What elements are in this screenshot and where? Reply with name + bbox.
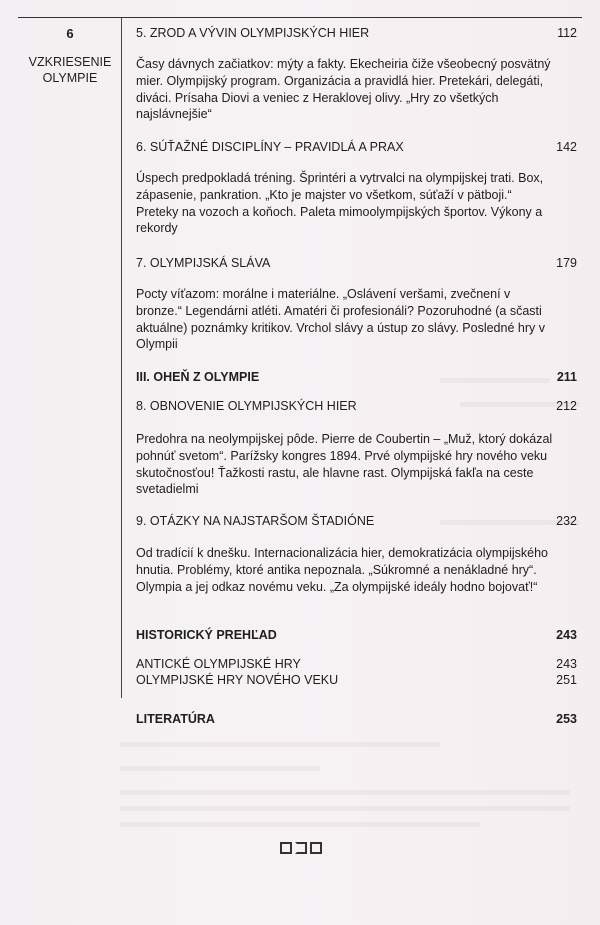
toc-entry-6[interactable] (136, 140, 577, 154)
toc-entry-title: 6. SÚŤAŽNÉ DISCIPLÍNY – PRAVIDLÁ A PRAX (136, 140, 404, 154)
toc-entry-page: 232 (556, 514, 577, 528)
toc-entry-title: 9. OTÁZKY NA NAJSTARŠOM ŠTADIÓNE (136, 514, 375, 528)
publisher-logo-icon (280, 842, 322, 856)
show-through-mark (120, 822, 480, 827)
toc-entry-description: Úspech predpokladá tréning. Šprintéri a vytrvalci na olympijskej trati. Box, zápasenie, pankration. „Kto je majster vo všetkom, súťaží v pätboji.“ Preteky na vozoch a koňoch. Paleta mimoolympijských športov. Výkony a rekordy (136, 171, 544, 236)
toc-entry-title: HISTORICKÝ PREHĽAD (136, 628, 277, 642)
toc-part-3[interactable] (136, 370, 577, 384)
toc-entry-title: 7. OLYMPIJSKÁ SLÁVA (136, 256, 271, 270)
toc-entry-page: 243 (556, 628, 577, 642)
logo-square-icon (280, 842, 292, 854)
toc-entry-title: LITERATÚRA (136, 712, 215, 726)
toc-sub-entry-title: OLYMPIJSKÉ HRY NOVÉHO VEKU (136, 673, 339, 687)
toc-entry-title: 8. OBNOVENIE OLYMPIJSKÝCH HIER (136, 399, 357, 413)
toc-entry-description: Od tradícií k dnešku. Internacionalizácia hier, demokratizácia olympijského hnutia. Problémy, ktoré antika nepoznala. „Súkromné a nenákladné hry“. Olympia a jej odkaz novému veku. „Za olympijské ideály hodno bojovať!“ (136, 546, 549, 594)
toc-entry-7[interactable] (136, 256, 577, 270)
historical-overview-list (136, 656, 577, 688)
show-through-mark (120, 806, 570, 811)
toc-entry-page: 179 (556, 256, 577, 270)
toc-historical-overview[interactable] (136, 628, 577, 642)
toc-entry-page: 253 (556, 712, 577, 726)
logo-square-icon (310, 842, 322, 854)
toc-entry-5[interactable] (136, 26, 577, 40)
show-through-mark (120, 766, 320, 771)
toc-entry-page: 112 (557, 26, 577, 40)
show-through-mark (120, 742, 440, 747)
logo-square-icon (295, 842, 307, 854)
toc-entry-page: 211 (556, 370, 577, 384)
toc-sub-entry[interactable] (136, 656, 577, 672)
toc-entry-description: Pocty víťazom: morálne i materiálne. „Oslávení veršami, zvečnení v bronze.“ Legendárni atléti. Amatéri či profesionáli? Pozoruhodné (a sčasti aktuálne) poznámky kritikov. Vrchol slávy a ústup zo slávy. Posledné hry v Olympii (136, 287, 545, 352)
chapter-title: VZKRIESENIE OLYMPIE (28, 55, 112, 85)
toc-entry-title: III. OHEŇ Z OLYMPIE (136, 370, 260, 384)
toc-entry-description: Časy dávnych začiatkov: mýty a fakty. Ekecheiria čiže všeobecný posvätný mier. Olympijský program. Organizácia a pravidlá hier. Pretekári, delegáti, diváci. Prísaha Diovi a veniec z Heraklovej olivy. „Hry zo všetkých najslávnejšie“ (136, 57, 551, 122)
column-divider (121, 18, 122, 698)
toc-entry-title: 5. ZROD A VÝVIN OLYMPIJSKÝCH HIER (136, 26, 370, 40)
top-rule (18, 17, 582, 18)
toc-sub-entry-page: 243 (556, 657, 577, 671)
toc-sub-entry-page: 251 (556, 673, 577, 687)
toc-entry-9[interactable] (136, 514, 577, 528)
toc-entry-page: 142 (556, 140, 577, 154)
toc-entry-description: Predohra na neolympijskej pôde. Pierre de Coubertin – „Muž, ktorý dokázal pohnúť svetom“. Parížsky kongres 1894. Prvé olympijské hry nového veku skutočnosťou! Ťažkosti rastu, ale hlavne rast. Olympijská fakľa na ceste svetadielmi (136, 432, 553, 497)
chapter-number: 6 (66, 26, 74, 41)
toc-literature[interactable] (136, 712, 577, 726)
toc-sub-entry[interactable] (136, 672, 577, 688)
toc-sub-entry-title: ANTICKÉ OLYMPIJSKÉ HRY (136, 657, 301, 671)
show-through-mark (120, 790, 570, 795)
toc-entry-8[interactable] (136, 399, 577, 413)
toc-entry-page: 212 (556, 399, 577, 413)
